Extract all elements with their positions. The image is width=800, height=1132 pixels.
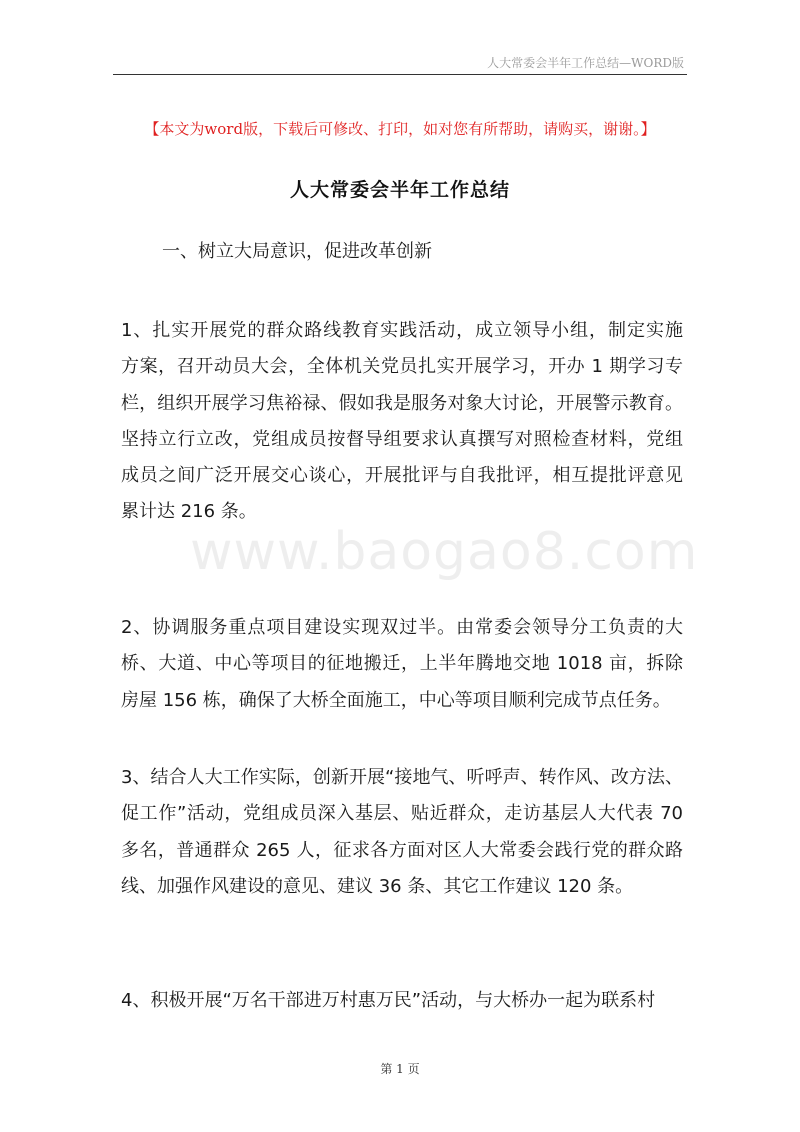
document-title: 人大常委会半年工作总结: [289, 179, 510, 201]
paragraph-2: [121, 610, 683, 719]
paragraph-line: 3、结合人大工作实际，创新开展“接地气、听呼声、转作风、改方法、: [121, 767, 683, 788]
header-divider: [113, 74, 687, 75]
paragraph-1: [121, 313, 683, 531]
watermark: www.baogao8.com: [190, 522, 699, 582]
paragraph-line: 促工作”活动，党组成员深入基层、贴近群众，走访基层人大代表 70: [121, 803, 683, 825]
purchase-notice: 【本文为word版，下载后可修改、打印，如对您有所帮助，请购买，谢谢。】: [144, 120, 656, 138]
paragraph-4: [121, 983, 683, 1019]
paragraph-line: 方案，召开动员大会，全体机关党员扎实开展学习，开办 1 期学习专: [121, 356, 683, 378]
running-header: 人大常委会半年工作总结—WORD版: [487, 56, 684, 70]
paragraph-line: 2、协调服务重点项目建设实现双过半。由常委会领导分工负责的大: [121, 617, 683, 638]
paragraph-line: 累计达 216 条。: [121, 501, 257, 523]
page-number: 第 1 页: [380, 1062, 420, 1076]
paragraph-line: 多名，普通群众 265 人，征求各方面对区人大常委会践行党的群众路: [121, 839, 683, 861]
paragraph-line: 4、积极开展“万名干部进万村惠万民”活动，与大桥办一起为联系村: [121, 990, 656, 1011]
paragraph-line: 坚持立行立改，党组成员按督导组要求认真撰写对照检查材料，党组: [121, 428, 683, 450]
paragraph-line: 线、加强作风建设的意见、建议 36 条、其它工作建议 120 条。: [121, 875, 634, 897]
paragraph-line: 成员之间广泛开展交心谈心，开展批评与自我批评，相互提批评意见: [121, 465, 683, 487]
paragraph-line: 桥、大道、中心等项目的征地搬迁，上半年腾地交地 1018 亩，拆除: [121, 653, 683, 675]
paragraph-line: 1、扎实开展党的群众路线教育实践活动，成立领导小组，制定实施: [121, 320, 683, 341]
paragraph-line: 栏，组织开展学习焦裕禄、假如我是服务对象大讨论，开展警示教育。: [121, 392, 683, 414]
paragraph-line: 房屋 156 栋，确保了大桥全面施工，中心等项目顺利完成节点任务。: [121, 689, 671, 711]
section-heading: 一、树立大局意识，促进改革创新: [162, 241, 432, 262]
paragraph-3: [121, 760, 683, 905]
